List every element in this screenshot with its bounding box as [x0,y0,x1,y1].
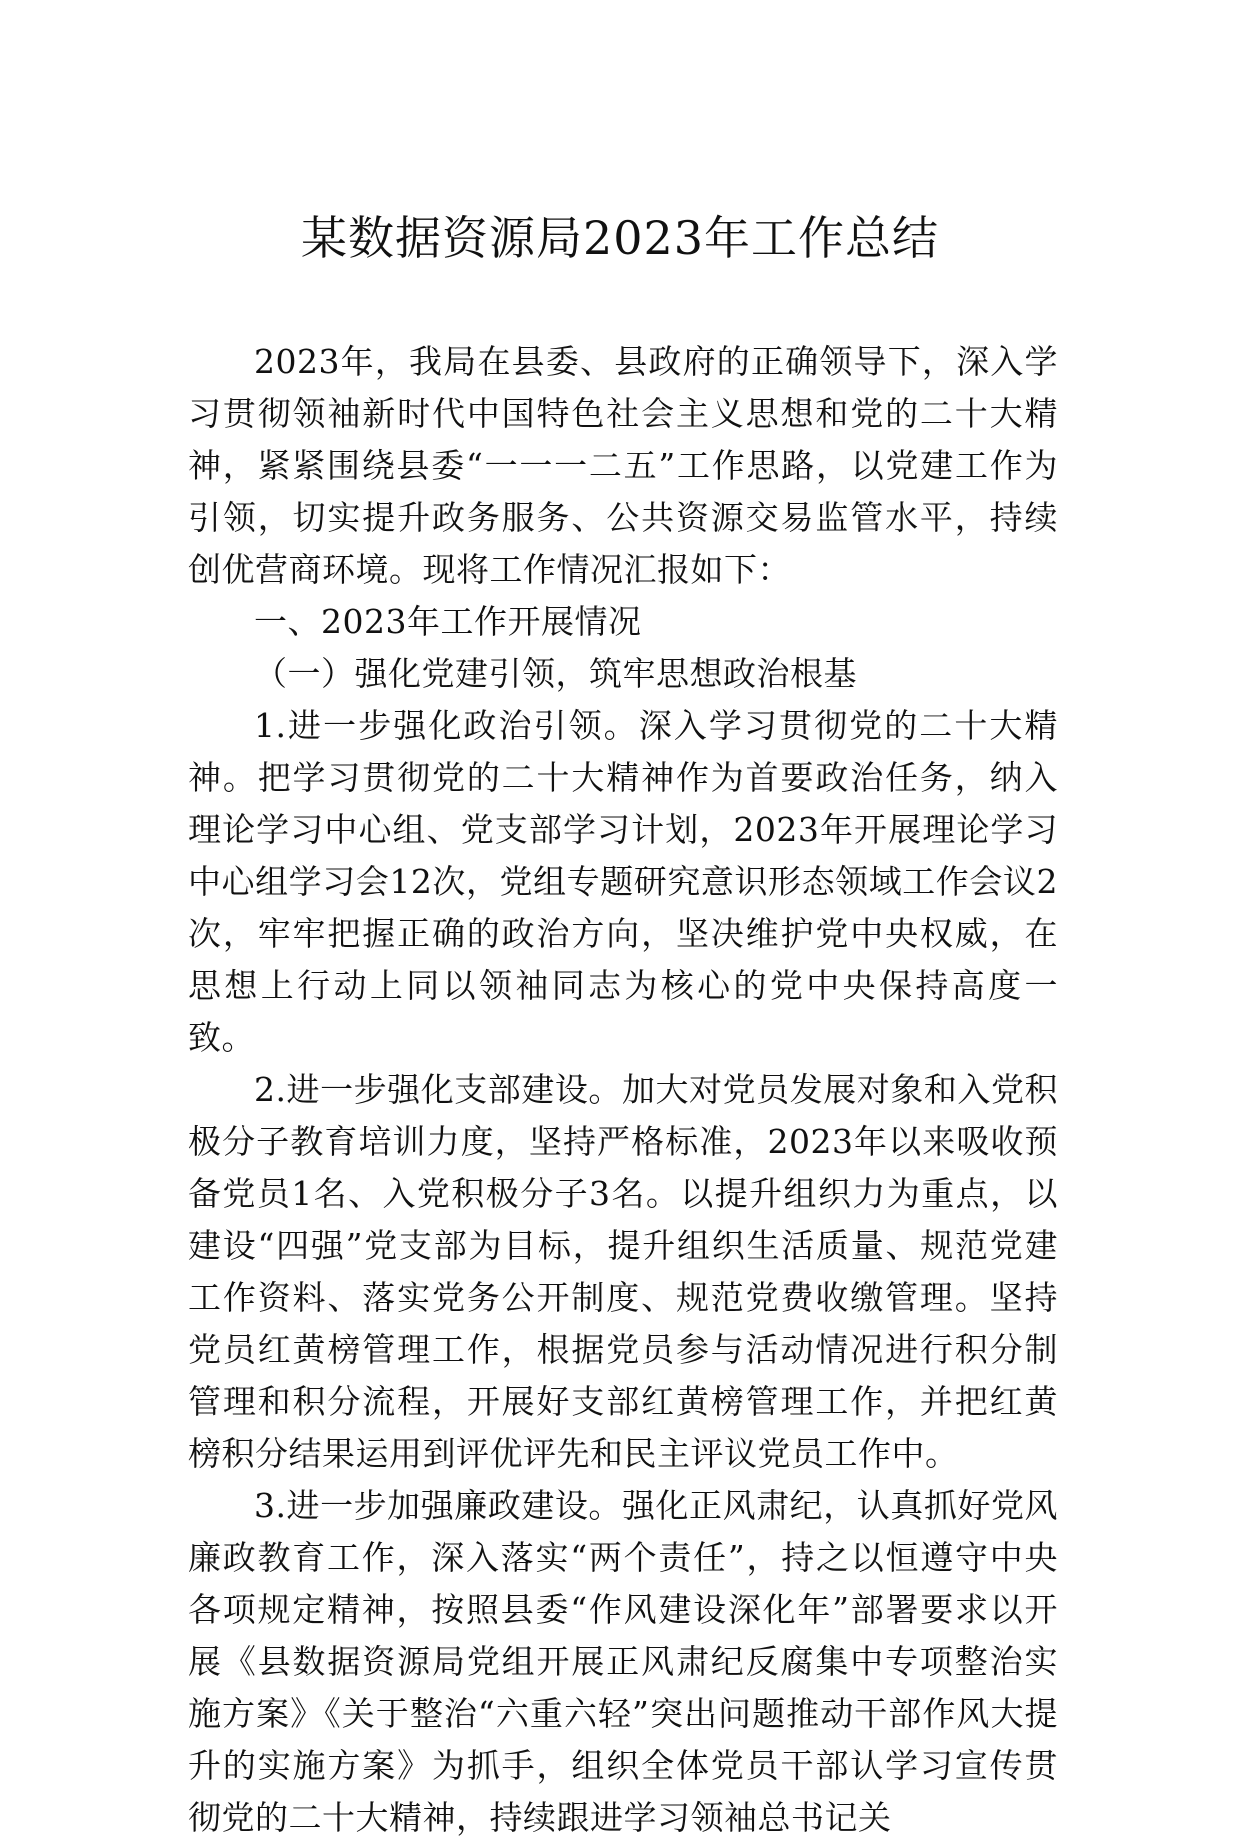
body-paragraph-1: 1.进一步强化政治引领。深入学习贯彻党的二十大精神。把学习贯彻党的二十大精神作为首要政治任务，纳入理论学习中心组、党支部学习计划，2023年开展理论学习中心组学习会12次，党组专题研究意识形态领域工作会议2次，牢牢把握正确的政治方向，坚决维护党中央权威，在思想上行动上同以领袖同志为核心的党中央保持高度一致。 [188,706,1058,1057]
section-heading: 一、2023年工作开展情况 [254,602,642,641]
document-title: 某数据资源局2023年工作总结 [300,211,940,265]
intro-paragraph: 2023年，我局在县委、县政府的正确领导下，深入学习贯彻领袖新时代中国特色社会主义思想和党的二十大精神，紧紧围绕县委“一一一二五”工作思路，以党建工作为引领，切实提升政务服务、公共资源交易监管水平，持续创优营商环境。现将工作情况汇报如下： [188,342,1058,589]
body-paragraph-3: 3.进一步加强廉政建设。强化正风肃纪，认真抓好党风廉政教育工作，深入落实“两个责任”，持之以恒遵守中央各项规定精神，按照县委“作风建设深化年”部署要求以开展《县数据资源局党组开展正风肃纪反腐集中专项整治实施方案》《关于整治“六重六轻”突出问题推动干部作风大提升的实施方案》为抓手，组织全体党员干部认学习宣传贯彻党的二十大精神，持续跟进学习领袖总书记关 [188,1486,1058,1837]
body-paragraph-2: 2.进一步强化支部建设。加大对党员发展对象和入党积极分子教育培训力度，坚持严格标准，2023年以来吸收预备党员1名、入党积极分子3名。以提升组织力为重点，以建设“四强”党支部为目标，提升组织生活质量、规范党建工作资料、落实党务公开制度、规范党费收缴管理。坚持党员红黄榜管理工作，根据党员参与活动情况进行积分制管理和积分流程，开展好支部红黄榜管理工作，并把红黄榜积分结果运用到评优评先和民主评议党员工作中。 [188,1070,1058,1473]
subsection-heading: （一）强化党建引领，筑牢思想政治根基 [254,654,857,693]
document-body [188,336,1058,1844]
